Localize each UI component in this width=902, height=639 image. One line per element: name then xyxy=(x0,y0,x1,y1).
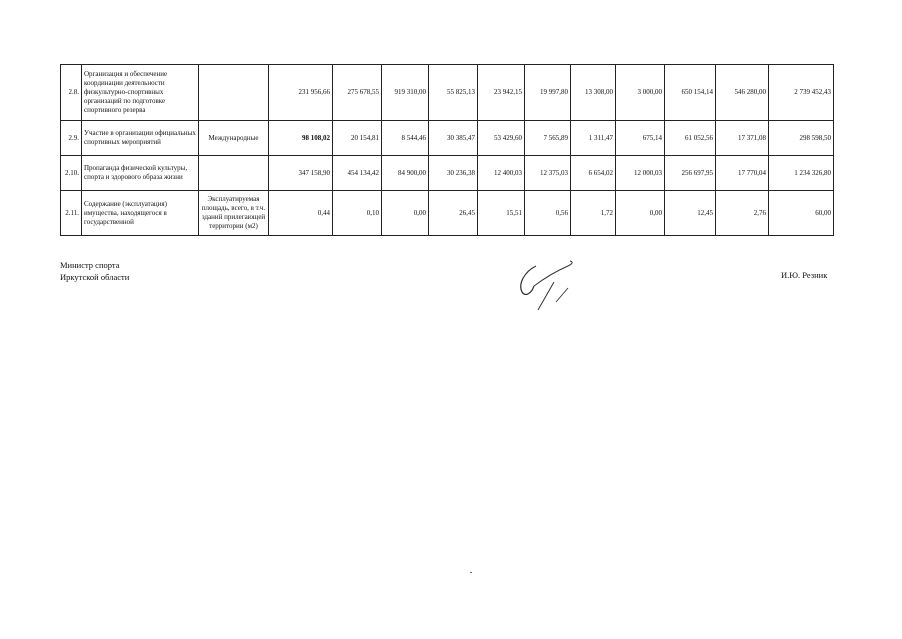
row-unit: Эксплуатируемая площадь, всего, в т.ч. зданий прилегающей территории (м2) xyxy=(199,191,269,236)
signatory-position-line1: Министр спорта xyxy=(60,260,120,270)
value-cell: 13 308,00 xyxy=(571,65,616,121)
value-cell: 1 234 326,80 xyxy=(769,156,834,191)
table-row xyxy=(61,65,834,121)
row-index: 2.8. xyxy=(61,65,82,121)
value-cell: 26,45 xyxy=(429,191,478,236)
value-cell: 3 000,00 xyxy=(616,65,665,121)
value-cell: 17 770,04 xyxy=(716,156,769,191)
value-cell: 231 956,66 xyxy=(269,65,333,121)
value-cell: 0,00 xyxy=(382,191,429,236)
row-unit xyxy=(199,156,269,191)
value-cell: 84 900,00 xyxy=(382,156,429,191)
row-name: Пропаганда физической культуры, спорта и здорового образа жизни xyxy=(82,156,199,191)
row-name: Организация и обеспечение координации деятельности физкультурно-спортивных организаций по подготовке спортивного резерва xyxy=(82,65,199,121)
value-cell: 347 158,90 xyxy=(269,156,333,191)
value-cell: 98 108,02 xyxy=(269,121,333,156)
value-cell: 275 678,55 xyxy=(333,65,382,121)
value-cell: 8 544,46 xyxy=(382,121,429,156)
value-cell: 256 697,95 xyxy=(665,156,716,191)
value-cell: 30 236,38 xyxy=(429,156,478,191)
value-cell: 17 371,08 xyxy=(716,121,769,156)
table-row xyxy=(61,121,834,156)
value-cell: 919 310,00 xyxy=(382,65,429,121)
value-cell: 61 052,56 xyxy=(665,121,716,156)
handwritten-signature xyxy=(512,252,580,320)
value-cell: 1,72 xyxy=(571,191,616,236)
row-index: 2.10. xyxy=(61,156,82,191)
signatory-name: И.Ю. Резник xyxy=(781,270,828,280)
row-unit: Международные xyxy=(199,121,269,156)
value-cell: 23 942,15 xyxy=(478,65,525,121)
signatory-position xyxy=(60,259,129,283)
value-cell: 12 400,03 xyxy=(478,156,525,191)
table-row xyxy=(61,156,834,191)
row-name: Содержание (эксплуатация) имущества, находящегося в государственной xyxy=(82,191,199,236)
value-cell: 7 565,89 xyxy=(525,121,571,156)
value-cell: 60,00 xyxy=(769,191,834,236)
value-cell: 12,45 xyxy=(665,191,716,236)
value-cell: 0,56 xyxy=(525,191,571,236)
signatory-position-line2: Иркутской области xyxy=(60,272,130,282)
value-cell: 20 154,81 xyxy=(333,121,382,156)
value-cell: 53 429,60 xyxy=(478,121,525,156)
budget-table xyxy=(60,64,834,236)
value-cell: 15,51 xyxy=(478,191,525,236)
value-cell: 1 311,47 xyxy=(571,121,616,156)
value-cell: 0,10 xyxy=(333,191,382,236)
value-cell: 0,00 xyxy=(616,191,665,236)
row-unit xyxy=(199,65,269,121)
value-cell: 546 280,00 xyxy=(716,65,769,121)
scan-speck xyxy=(470,572,472,573)
value-cell: 650 154,14 xyxy=(665,65,716,121)
value-cell: 298 598,50 xyxy=(769,121,834,156)
value-cell: 30 385,47 xyxy=(429,121,478,156)
row-name: Участие в организации официальных спортивных мероприятий xyxy=(82,121,199,156)
value-cell: 12 375,03 xyxy=(525,156,571,191)
row-index: 2.11. xyxy=(61,191,82,236)
value-cell: 19 997,80 xyxy=(525,65,571,121)
row-index: 2.9. xyxy=(61,121,82,156)
value-cell: 454 134,42 xyxy=(333,156,382,191)
value-cell: 2,76 xyxy=(716,191,769,236)
table-row xyxy=(61,191,834,236)
value-cell: 12 000,03 xyxy=(616,156,665,191)
value-cell: 0,44 xyxy=(269,191,333,236)
value-cell: 6 654,02 xyxy=(571,156,616,191)
value-cell: 55 825,13 xyxy=(429,65,478,121)
value-cell: 2 739 452,43 xyxy=(769,65,834,121)
value-cell: 675,14 xyxy=(616,121,665,156)
